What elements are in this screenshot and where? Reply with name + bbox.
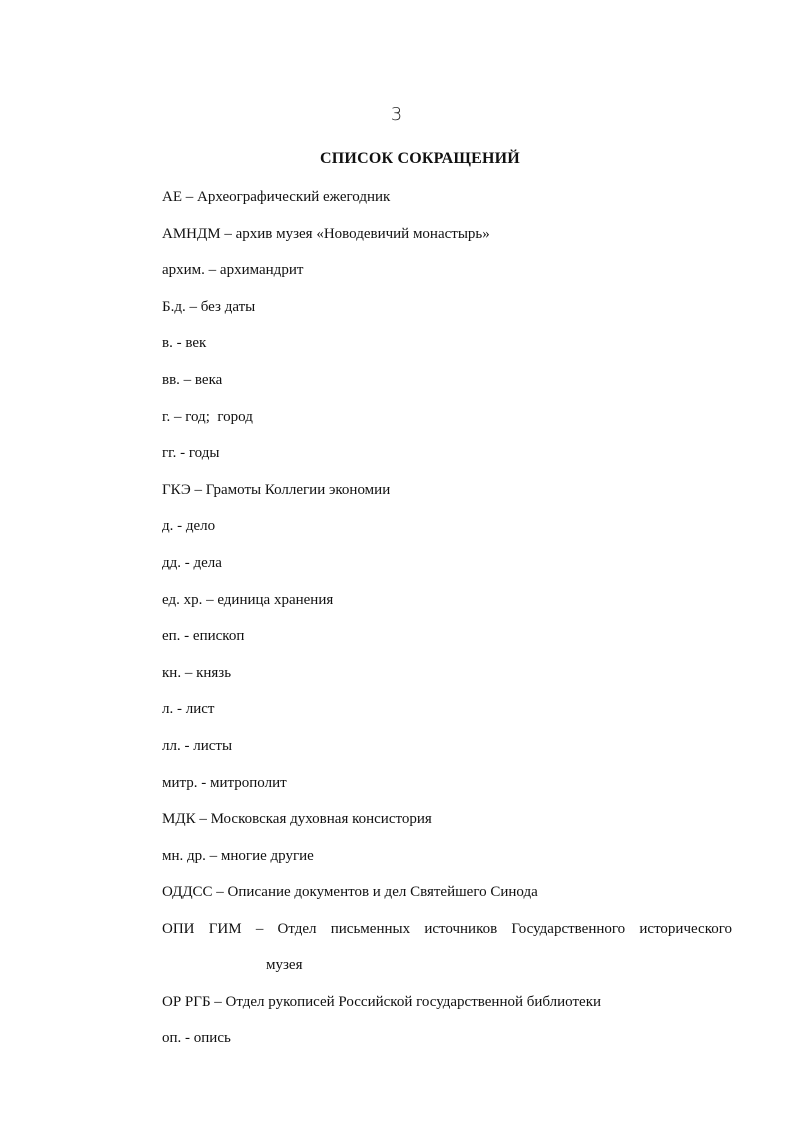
list-item [162,406,732,443]
abbreviation-text: архим. – архимандрит [162,262,304,279]
list-item [162,918,732,991]
abbreviation-text: митр. - митрополит [162,774,287,791]
abbreviation-text: мн. др. – многие другие [162,847,314,864]
list-item [162,186,732,223]
list-item [162,808,732,845]
abbreviation-text: АМНДМ – архив музея «Новодевичий монастырь» [162,225,490,242]
abbreviation-text: МДК – Московская духовная консистория [162,811,432,828]
abbreviation-text: кн. – князь [162,664,232,681]
list-item [162,881,732,918]
abbreviation-text: л. - лист [162,701,215,718]
abbreviation-text: ОПИ ГИМ – Отдел письменных источников Государственного исторического [162,920,732,937]
list-item [162,479,732,516]
abbreviation-text: ОР РГБ – Отдел рукописей Российской государственной библиотеки [162,993,602,1010]
abbreviation-text: вв. – века [162,371,223,388]
list-item [162,735,732,772]
abbreviation-text: еп. - епископ [162,628,245,645]
abbreviation-text: Б.д. – без даты [162,298,256,315]
abbreviation-text: ед. хр. – единица хранения [162,591,334,608]
list-item [162,552,732,589]
page-number: 3 [390,104,403,125]
abbreviation-text: ГКЭ – Грамоты Коллегии экономии [162,481,391,498]
abbreviation-text: д. - дело [162,518,216,535]
list-item [162,1027,732,1064]
list-item [162,698,732,735]
list-item [162,223,732,260]
abbreviation-text: дд. - дела [162,554,222,571]
abbreviation-list [162,186,732,1064]
list-item [162,991,732,1028]
list-item [162,442,732,479]
abbreviation-text: в. - век [162,335,207,352]
list-item [162,296,732,333]
list-item [162,259,732,296]
list-item [162,332,732,369]
list-item [162,772,732,809]
list-item [162,515,732,552]
list-item [162,589,732,626]
page-title: СПИСОК СОКРАЩЕНИЙ [320,150,520,167]
abbreviation-continuation: музея [266,957,303,974]
abbreviation-text: лл. - листы [162,737,233,754]
list-item [162,625,732,662]
abbreviation-text: ОДДСС – Описание документов и дел Святейшего Синода [162,884,538,901]
list-item [162,369,732,406]
abbreviation-text: оп. - опись [162,1030,231,1047]
list-item [162,845,732,882]
abbreviation-text: г. – год; город [162,408,253,425]
abbreviation-text: АЕ – Археографический ежегодник [162,189,391,205]
list-item [162,662,732,699]
abbreviation-text: гг. - годы [162,445,220,462]
